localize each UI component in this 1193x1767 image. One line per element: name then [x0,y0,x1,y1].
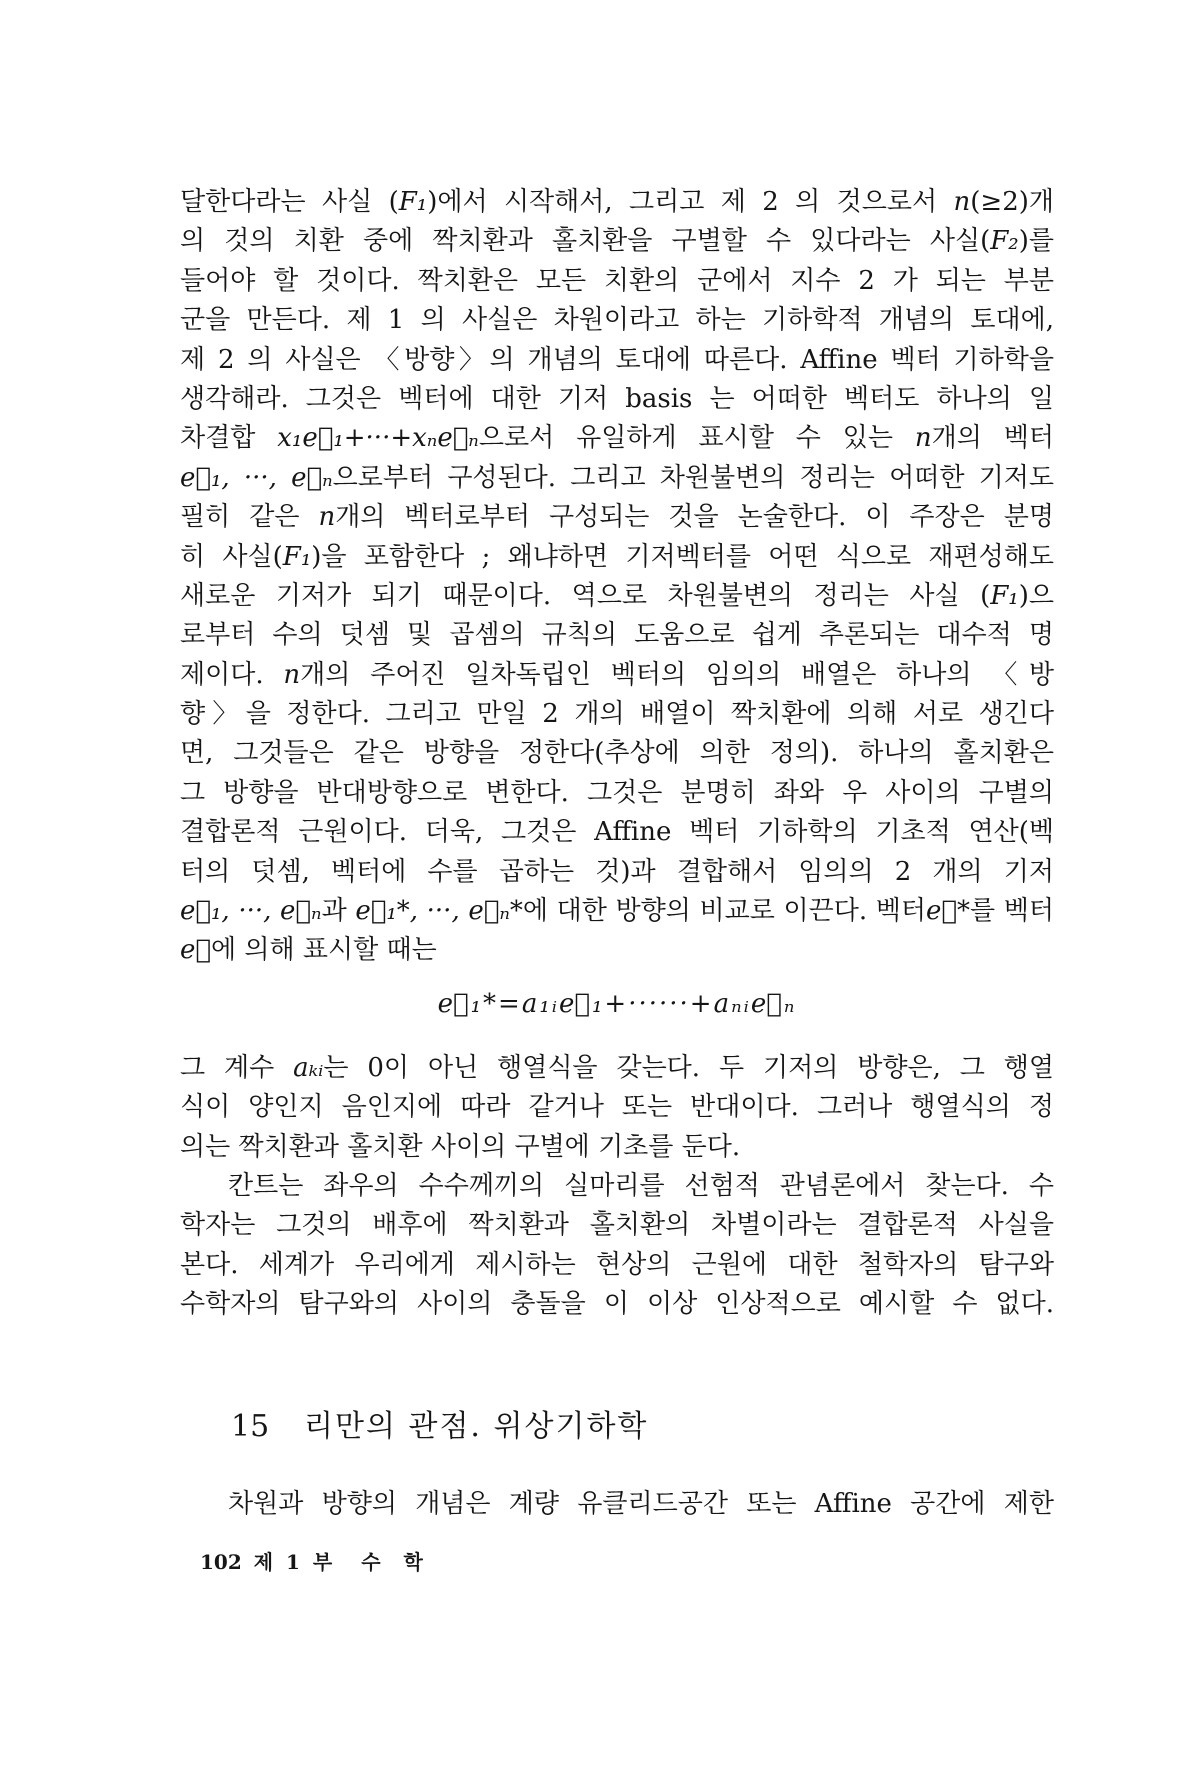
text-line [180,498,1054,537]
math-expression: aₖᵢ [293,1053,324,1083]
paragraph-determinant [180,1049,1054,1167]
body-text [180,183,1054,971]
text-run: )를 [1018,226,1054,257]
text-run: 생각해라. 그것은 벡터에 대한 기저 basis 는 어떠한 벡터도 하나의 일 [180,383,1054,414]
text-run: 제 2 의 사실은 〈방향〉의 개념의 토대에 따른다. Affine 벡터 기하학을 [180,344,1054,375]
text-line [180,222,1054,261]
text-run: 식이 양인지 음인지에 따라 같거나 또는 반대이다. 그러나 행열식의 정 [180,1092,1054,1123]
text-line [180,695,1054,734]
text-line [180,459,1054,498]
text-line [180,892,1054,931]
text-line [180,1485,1054,1524]
math-expression: e⃗₁, ···, e⃗ₙ [180,462,333,493]
text-line [180,577,1054,616]
text-line [180,774,1054,813]
text-run: 칸트는 좌우의 수수께끼의 실마리를 선험적 관념론에서 찾는다. 수 [228,1171,1054,1201]
math-expression: n [953,187,971,217]
text-line [180,183,1054,222]
section-number: 15 [231,1409,270,1444]
text-line [180,931,1054,970]
text-line [180,1128,1054,1167]
text-run: 에 대한 방향의 비교로 이끈다. 벡터 [522,896,926,927]
text-run: 개의 주어진 일차독립인 벡터의 임의의 배열은 하나의 〈방 [300,659,1054,690]
math-expression: n [318,502,336,533]
text-run: 수학자의 탐구와의 사이의 충돌을 이 이상 인상적으로 예시할 수 없다. [180,1289,1054,1320]
text-run: 는 0이 아닌 행열식을 갖는다. 두 기저의 방향은, 그 행열 [323,1053,1054,1083]
math-expression: e⃗₁*, ···, e⃗ₙ* [355,896,523,927]
text-run: 으로부터 구성된다. 그리고 차원불변의 정리는 어떠한 기저도 [332,462,1054,493]
text-run: 면, 그것들은 같은 방향을 정한다(추상에 의한 정의). 하나의 홀치환은 [180,738,1054,769]
text-line [180,616,1054,655]
text-run: 필히 같은 [180,502,319,533]
page-footer [200,1548,431,1576]
text-run: 과 [321,896,356,927]
text-line [180,1206,1054,1245]
text-line [180,853,1054,892]
text-line [180,301,1054,340]
text-line [180,656,1054,695]
text-line [180,419,1054,458]
text-run: 제이다. [180,659,284,690]
text-run: 그 방향을 반대방향으로 변한다. 그것은 분명히 좌와 우 사이의 구별의 [180,777,1054,808]
text-run: 학자는 그것의 배후에 짝치환과 홀치환의 차별이라는 결합론적 사실을 [180,1210,1054,1241]
text-run: 결합론적 근원이다. 더욱, 그것은 Affine 벡터 기하학의 기초적 연산(벡 [180,817,1054,848]
display-equation [180,985,1054,1024]
text-run: 본다. 세계가 우리에게 제시하는 현상의 근원에 대한 철학자의 탐구와 [180,1249,1054,1280]
paragraph-section-start [180,1485,1054,1524]
page-number: 102 [200,1550,242,1574]
text-line [180,1285,1054,1324]
math-expression: x₁e⃗₁+···+xₙe⃗ₙ [277,423,479,454]
text-run: 들어야 할 것이다. 짝치환은 모든 치환의 군에서 지수 2 가 되는 부분 [180,265,1054,296]
math-expression: n [283,659,301,690]
math-expression: F₁ [282,541,312,572]
text-run: 로부터 수의 덧셈 및 곱셈의 규칙의 도움으로 쉽게 추론되는 대수적 명 [180,620,1054,651]
text-run: )에서 시작해서, 그리고 제 2 의 것으로서 [427,187,954,217]
text-line [180,341,1054,380]
text-run: (≥2)개 [970,187,1054,217]
text-line [180,1167,1054,1206]
math-expression: F₁ [398,187,428,217]
text-line [180,734,1054,773]
section-title: 리만의 관점. 위상기하학 [304,1409,649,1444]
text-run: 개의 벡터 [931,423,1054,454]
text-run: 의는 짝치환과 홀치환 사이의 구별에 기초를 둔다. [180,1131,741,1162]
text-run: 개의 벡터로부터 구성되는 것을 논술한다. 이 주장은 분명 [335,502,1054,533]
text-run: 군을 만든다. 제 1 의 사실은 차원이라고 하는 기하학적 개념의 토대에, [180,305,1054,336]
text-run: 차원과 방향의 개념은 계량 유클리드공간 또는 Affine 공간에 제한 [228,1489,1054,1519]
math-expression: e⃗₁, ···, e⃗ₙ [180,896,322,927]
math-expression: e⃗₁*=a₁ᵢe⃗₁+······+aₙᵢe⃗ₙ [437,989,797,1019]
text-run: 에 의해 표시할 때는 [211,935,437,966]
text-run: )으 [1018,580,1054,611]
text-line [180,380,1054,419]
text-line [180,1049,1054,1088]
text-line [180,1246,1054,1285]
text-run: 향〉을 정한다. 그리고 만일 2 개의 배열이 짝치환에 의해 서로 생긴다 [180,699,1054,730]
math-expression: F₁ [990,580,1019,611]
text-run: 를 벡터 [970,896,1054,927]
math-expression: F₂ [990,226,1019,257]
math-expression: e⃗ [180,935,211,966]
text-run: 으로서 유일하게 표시할 수 있는 [478,423,915,454]
text-run: 차결합 [180,423,278,454]
text-run: 새로운 기저가 되기 때문이다. 역으로 차원불변의 정리는 사실 ( [180,580,991,611]
text-line [180,538,1054,577]
math-expression: e⃗* [926,896,970,927]
paragraph-kant [180,1167,1054,1325]
section-heading [231,1405,648,1449]
text-run: )을 포함한다 ; 왜냐하면 기저벡터를 어떤 식으로 재편성해도 [311,541,1054,572]
math-expression: n [914,423,932,454]
footer-subject-label: 수 학 [361,1550,431,1574]
text-run: 터의 덧셈, 벡터에 수를 곱하는 것)과 결합해서 임의의 2 개의 기저 [180,856,1054,887]
text-line [180,262,1054,301]
text-line [180,1088,1054,1127]
text-line [180,813,1054,852]
text-run: 히 사실( [180,541,283,572]
text-run: 의 것의 치환 중에 짝치환과 홀치환을 구별할 수 있다라는 사실( [180,226,991,257]
text-run: 그 계수 [180,1053,294,1083]
footer-part-label: 제 1 부 [253,1550,336,1574]
text-line [180,985,1054,1024]
text-run: 달한다라는 사실 ( [180,187,399,217]
